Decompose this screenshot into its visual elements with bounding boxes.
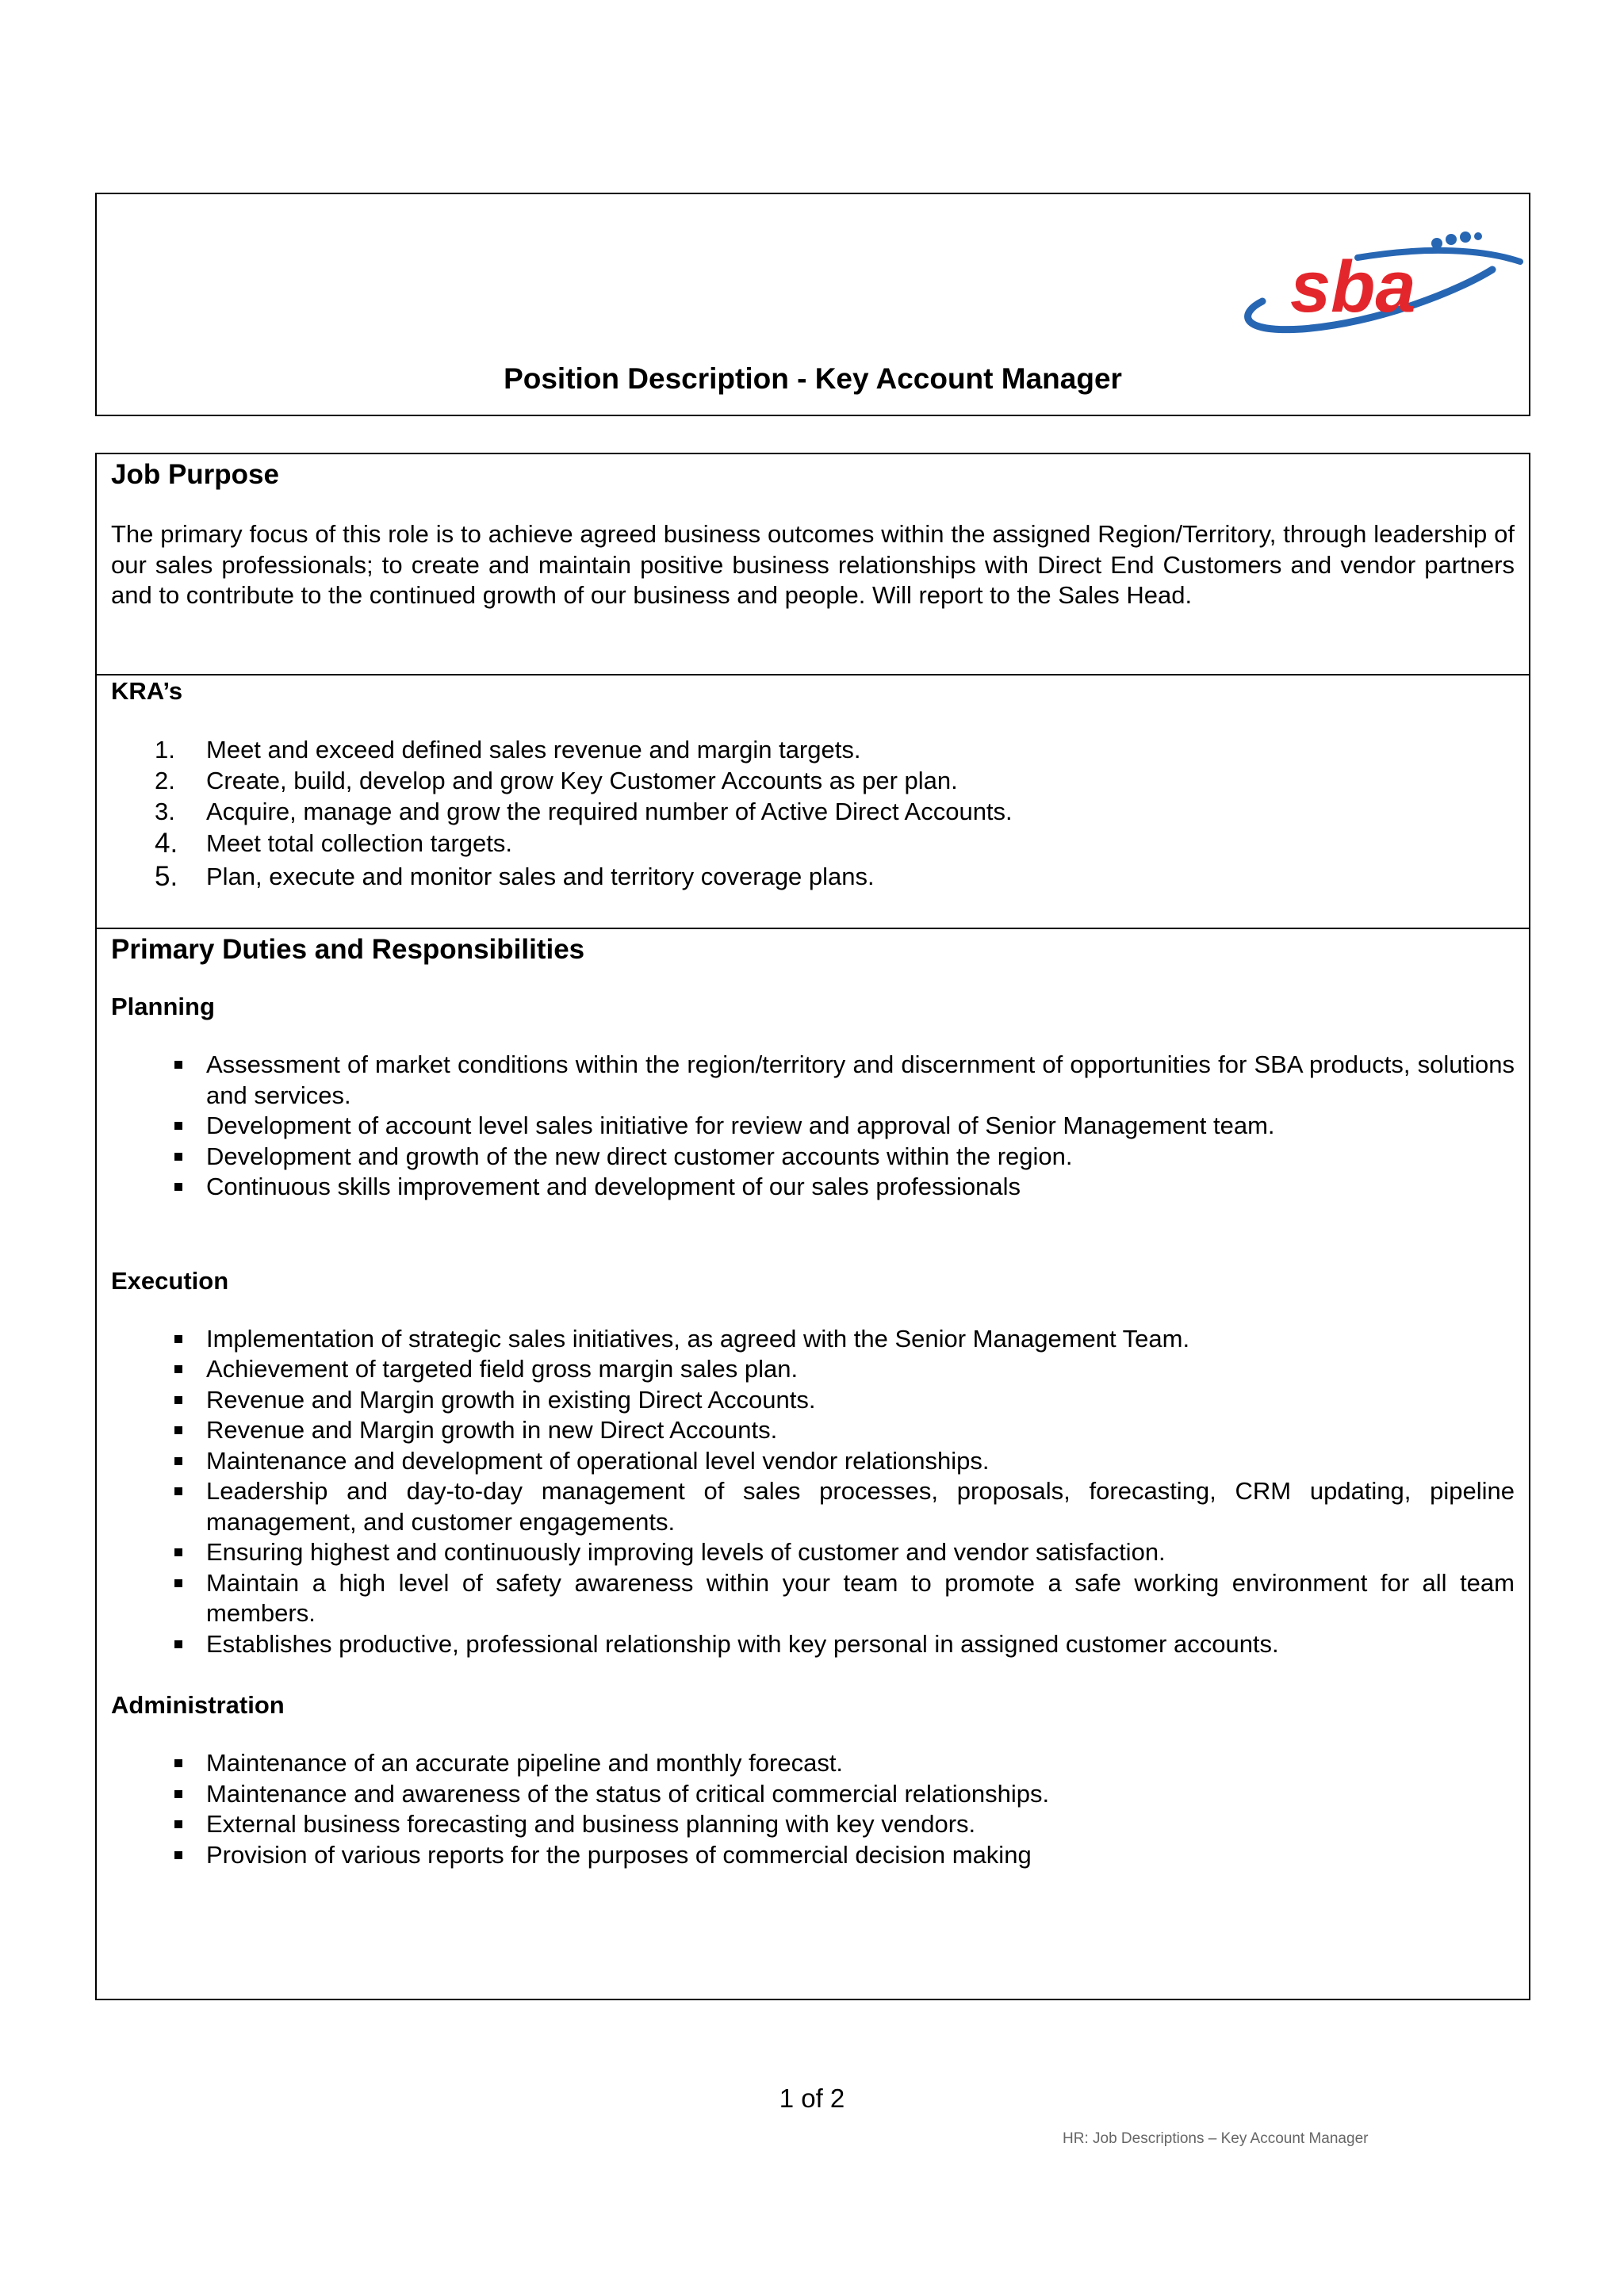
- square-bullet-icon: [174, 1396, 182, 1404]
- list-item-text: Acquire, manage and grow the required number of Active Direct Accounts.: [206, 798, 1013, 825]
- square-bullet-icon: [174, 1335, 182, 1343]
- square-bullet-icon: [174, 1153, 182, 1161]
- list-item-text: Maintenance and development of operational level vendor relationships.: [206, 1446, 990, 1475]
- list-item-text: Create, build, develop and grow Key Customer Accounts as per plan.: [206, 767, 958, 794]
- square-bullet-icon: [174, 1548, 182, 1556]
- square-bullet-icon: [174, 1061, 182, 1069]
- list-item: [111, 765, 1515, 796]
- job-purpose-section: [97, 454, 1529, 675]
- list-item-text: Continuous skills improvement and development of our sales professionals: [206, 1173, 1021, 1200]
- execution-list: [111, 1324, 1515, 1660]
- list-item-text: Meet and exceed defined sales revenue and margin targets.: [206, 736, 861, 763]
- sba-logo-graphic: [1207, 226, 1540, 337]
- list-number: 1.: [155, 736, 175, 763]
- list-item: [111, 1748, 1515, 1779]
- administration-list: [111, 1748, 1515, 1870]
- list-item: [111, 1568, 1515, 1629]
- page-number: 1 of 2: [779, 2084, 845, 2113]
- list-item: [111, 796, 1515, 827]
- page-title: Position Description - Key Account Manager: [504, 362, 1122, 395]
- footer-note: HR: Job Descriptions – Key Account Manager: [1063, 2130, 1369, 2147]
- list-item: [111, 1111, 1515, 1142]
- list-item-text: Revenue and Margin growth in existing Direct Accounts.: [206, 1385, 816, 1414]
- duties-heading: Primary Duties and Responsibilities: [111, 934, 585, 965]
- list-item-text: Plan, execute and monitor sales and territory coverage plans.: [206, 863, 875, 890]
- square-bullet-icon: [174, 1457, 182, 1465]
- list-item: [111, 827, 1515, 860]
- list-item-text: Achievement of targeted field gross margin sales plan.: [206, 1355, 799, 1383]
- list-item-text: Assessment of market conditions within the region/territory and discernment of opportunities for SBA products, solutions and services.: [206, 1050, 1515, 1109]
- square-bullet-icon: [174, 1640, 182, 1648]
- list-number: 2.: [155, 767, 175, 794]
- kras-list: [111, 734, 1515, 894]
- job-purpose-text: The primary focus of this role is to achieve agreed business outcomes within the assigned Region/Territory, through leadership of our sales professionals; to create and maintain positive business relationships with Direct End Customers and vendor partners and to contribute to the continued growth of our business and people. Will report to the Sales Head.: [111, 520, 1515, 609]
- job-purpose-heading: Job Purpose: [111, 459, 279, 490]
- list-item-text: Maintain a high level of safety awareness within your team to promote a safe working environment for all team members.: [206, 1568, 1515, 1627]
- square-bullet-icon: [174, 1820, 182, 1828]
- square-bullet-icon: [174, 1790, 182, 1798]
- svg-text:sba: sba: [1290, 247, 1416, 327]
- list-item-text: External business forecasting and business planning with key vendors.: [206, 1810, 976, 1838]
- list-item: [111, 1779, 1515, 1810]
- list-number: 4.: [155, 828, 178, 859]
- planning-list: [111, 1050, 1515, 1203]
- list-item-text: Provision of various reports for the purposes of commercial decision making: [206, 1840, 1032, 1869]
- list-item-text: Implementation of strategic sales initiatives, as agreed with the Senior Management Team.: [206, 1324, 1190, 1353]
- square-bullet-icon: [174, 1579, 182, 1587]
- square-bullet-icon: [174, 1122, 182, 1130]
- list-item-text: Maintenance and awareness of the status of critical commercial relationships.: [206, 1779, 1050, 1808]
- header-box: [95, 193, 1530, 416]
- list-item: [111, 860, 1515, 894]
- square-bullet-icon: [174, 1759, 182, 1767]
- administration-heading: Administration: [111, 1691, 285, 1719]
- list-item: [111, 1142, 1515, 1173]
- list-item: [111, 1415, 1515, 1446]
- sba-logo: [1207, 226, 1540, 337]
- list-item: [111, 1446, 1515, 1477]
- list-item: [111, 1324, 1515, 1355]
- planning-heading: Planning: [111, 993, 215, 1020]
- list-item: [111, 1385, 1515, 1416]
- duties-section: [97, 929, 1529, 1999]
- list-item-text: Establishes productive, professional relationship with key personal in assigned customer accounts.: [206, 1629, 1279, 1658]
- list-item-text: Development of account level sales initiative for review and approval of Senior Management team.: [206, 1112, 1275, 1139]
- list-item: [111, 1172, 1515, 1203]
- list-item-text: Maintenance of an accurate pipeline and monthly forecast.: [206, 1749, 844, 1777]
- square-bullet-icon: [174, 1851, 182, 1859]
- square-bullet-icon: [174, 1426, 182, 1434]
- list-item: [111, 734, 1515, 765]
- list-item: [111, 1809, 1515, 1840]
- list-item-text: Leadership and day-to-day management of sales processes, proposals, forecasting, CRM updating, pipeline management, and customer engagements.: [206, 1477, 1515, 1536]
- execution-heading: Execution: [111, 1266, 229, 1295]
- list-item: [111, 1537, 1515, 1568]
- list-item: [111, 1050, 1515, 1111]
- list-number: 5.: [155, 861, 178, 892]
- list-item-text: Development and growth of the new direct customer accounts within the region.: [206, 1142, 1073, 1170]
- square-bullet-icon: [174, 1183, 182, 1191]
- list-item: [111, 1840, 1515, 1871]
- list-item-text: Meet total collection targets.: [206, 829, 512, 857]
- list-number: 3.: [155, 798, 175, 825]
- square-bullet-icon: [174, 1487, 182, 1495]
- kras-heading: KRA’s: [111, 677, 183, 705]
- list-item-text: Ensuring highest and continuously improving levels of customer and vendor satisfaction.: [206, 1538, 1166, 1566]
- list-item: [111, 1476, 1515, 1537]
- list-item-text: Revenue and Margin growth in new Direct Accounts.: [206, 1416, 778, 1444]
- list-item: [111, 1629, 1515, 1660]
- kras-section: [97, 675, 1529, 929]
- main-content-box: [95, 453, 1530, 2000]
- list-item: [111, 1354, 1515, 1385]
- square-bullet-icon: [174, 1365, 182, 1373]
